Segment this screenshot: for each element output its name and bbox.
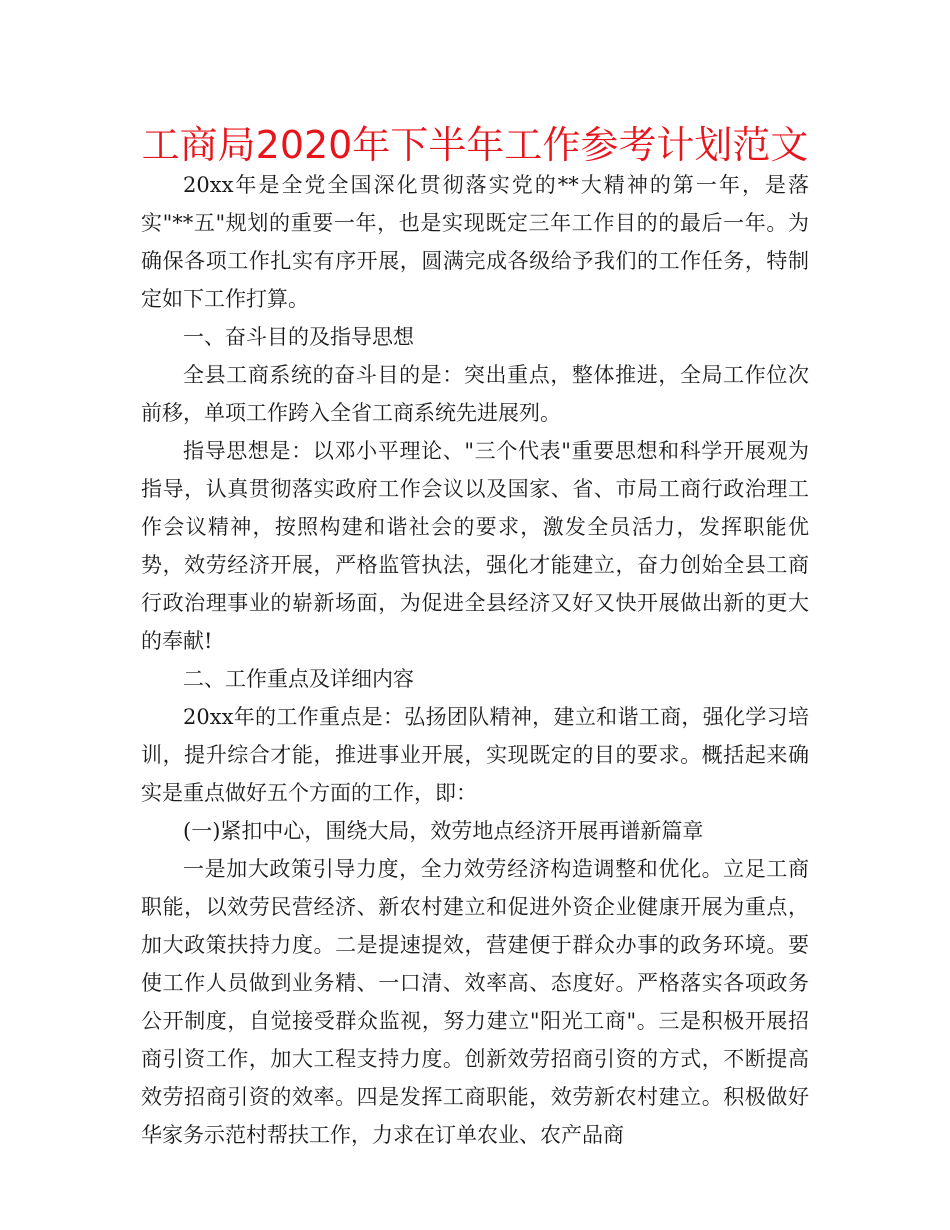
document-title: 工商局2020年下半年工作参考计划范文 xyxy=(141,123,809,167)
paragraph-intro: 20xx年是全党全国深化贯彻落实党的**大精神的第一年，是落实"**五"规划的重要一年，也是实现既定三年工作目的的最后一年。为确保各项工作扎实有序开展，圆满完成各级给予我们的工作任务，特制定如下工作打算。 xyxy=(141,173,809,311)
document-body xyxy=(141,166,809,1154)
paragraph-goals: 全县工商系统的奋斗目的是：突出重点，整体推进，全局工作位次前移，单项工作跨入全省工商系统先进展列。 xyxy=(141,363,809,425)
paragraph-subsection-one: 一是加大政策引导力度，全力效劳经济构造调整和优化。立足工商职能，以效劳民营经济、新农村建立和促进外资企业健康开展为重点，加大政策扶持力度。二是提速提效，营建便于群众办事的政务环境。要使工作人员做到业务精、一口清、效率高、态度好。严格落实各项政务公开制度，自觉接受群众监视，努力建立"阳光工商"。三是积极开展招商引资工作，加大工程支持力度。创新效劳招商引资的方式，不断提高效劳招商引资的效率。四是发挥工商职能，效劳新农村建立。积极做好华家务示范村帮扶工作，力求在订单农业、农产品商 xyxy=(141,857,809,1147)
paragraph-guiding-thought: 指导思想是：以邓小平理论、"三个代表"重要思想和科学开展观为指导，认真贯彻落实政府工作会议以及国家、省、市局工商行政治理工作会议精神，按照构建和谐社会的要求，激发全员活力，发挥职能优势，效劳经济开展，严格监管执法，强化才能建立，奋力创始全县工商行政治理事业的崭新场面，为促进全县经济又好又快开展做出新的更大的奉献! xyxy=(141,439,809,653)
subsection-heading-one: (一)紧扣中心，围绕大局，效劳地点经济开展再谱新篇章 xyxy=(183,819,704,843)
section-heading-goals: 一、奋斗目的及指导思想 xyxy=(183,325,414,349)
section-heading-key-work: 二、工作重点及详细内容 xyxy=(183,667,414,691)
paragraph-key-work: 20xx年的工作重点是：弘扬团队精神，建立和谐工商，强化学习培训，提升综合才能，推进事业开展，实现既定的目的要求。概括起来确实是重点做好五个方面的工作，即： xyxy=(141,705,809,805)
